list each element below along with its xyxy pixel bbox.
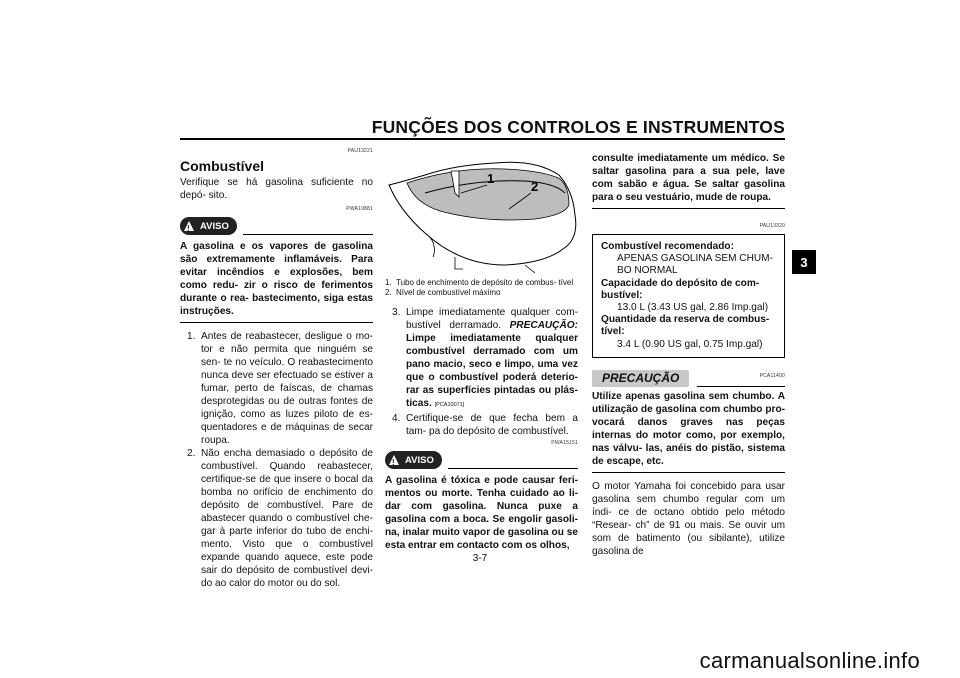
caution-inline-text: Limpe imediatamente qualquer combustível derramado com um pano macio, seco e limpo, uma vez que o combustível poderá deterio- rar as superfícies pintadas ou plás- ticas. <box>406 333 578 409</box>
page-header-title: FUNÇÕES DOS CONTROLOS E INSTRUMENTOS <box>371 117 785 137</box>
fuel-tank-illustration <box>385 153 578 278</box>
watermark: carmanualsonline.info <box>699 648 920 673</box>
steps-list <box>180 330 373 590</box>
step-number: 4. <box>392 413 401 424</box>
warning-label: AVISO <box>405 454 434 466</box>
page-number: 3-7 <box>472 553 488 564</box>
caption-item <box>385 288 578 298</box>
warning-label: AVISO <box>200 220 229 232</box>
warning-rule <box>448 468 578 469</box>
warning-code: PWA15151 <box>551 440 578 446</box>
warning-text: A gasolina e os vapores de gasolina são extremamente inflamáveis. Para evitar incêndios e explosões, bem como redu- zir o risco de ferimentos durante o rea- bastecimento, siga estas instruções. <box>180 241 373 317</box>
list-item <box>180 330 373 447</box>
caption-text: Tubo de enchimento de depósito de combus- tível <box>396 278 574 287</box>
warning-header <box>385 451 578 469</box>
warning-text: A gasolina é tóxica e pode causar feri- mentos ou morte. Tenha cuidado ao li- dar com gasolina. Nunca puxe a gasolina com a boca. Se engolir gasoli- na, inalar muito vapor de gasolina ou se esta entrar em contacto com os olhos, <box>385 475 578 551</box>
list-item <box>385 412 578 438</box>
spec-tank-value: 13.0 L (3.43 US gal, 2.86 Imp.gal) <box>617 302 769 314</box>
steps-list-continued <box>385 306 578 438</box>
figure-label-2: 2 <box>531 179 539 194</box>
warning-triangle-icon <box>184 221 194 231</box>
step-text: Não encha demasiado o depósito de combustível. Quando reabastecer, certifique-se de que insere o bocal da bomba no orifício de enchimento do depósito de combustível. Pare de abastecer quando o combustível che- gar à parte inferior do tubo de enchi- mento. Visto que o combustível expande quando aquece, este pode sair do depósito de combustível devi- do ao calor do motor ou do sol. <box>201 448 373 589</box>
caption-number: 2. <box>385 288 392 297</box>
section-title: Combustível <box>180 158 265 174</box>
warning-end-rule <box>592 208 785 209</box>
caution-end-rule <box>592 472 785 473</box>
caution-rule <box>697 386 785 387</box>
warning-badge <box>385 451 442 469</box>
section-code: PAU13320 <box>759 223 785 229</box>
fuel-spec-box <box>592 234 785 358</box>
step-number: 2. <box>187 448 196 459</box>
warning-header <box>180 217 373 235</box>
figure-label-1: 1 <box>487 171 495 186</box>
caution-inline-code: [PCA10071] <box>434 402 465 408</box>
warning-end-rule <box>180 322 373 323</box>
step-number: 3. <box>392 307 401 318</box>
header-rule <box>180 138 785 140</box>
spec-fuel-value: APENAS GASOLINA SEM CHUM- BO NORMAL <box>617 253 773 277</box>
caution-inline-label: PRECAUÇÃO: <box>509 320 578 331</box>
caption-number: 1. <box>385 278 392 287</box>
body-text: O motor Yamaha foi concebido para usar gasolina sem chumbo regular com um índi- ce de octano obtido pelo método “Resear- ch” de 91 ou mais. Se ouvir um som de batimento (ou sibilante), utilize gasolina de <box>592 480 785 557</box>
step-text: Antes de reabastecer, desligue o mo- tor e não permita que ninguém se sen- te no veículo. O reabastecimento nunca deve ser efectuado se estiver a fumar, perto de faíscas, de chamas desprotegidas ou de outras fontes de ignição, como as luzes piloto de es- quentadores e de máquinas de secar roupa. <box>201 331 373 446</box>
caution-text: Utilize apenas gasolina sem chumbo. A utilização de gasolina com chumbo pro- vocará danos graves nas peças internas do motor como, por exemplo, nas válvu- las, anéis do pistão, sistema de escape, etc. <box>592 390 785 467</box>
caution-badge: PRECAUÇÃO <box>592 370 689 387</box>
step-text: Limpe imediatamente qualquer com- bustível derramado. <box>406 307 578 331</box>
warning-badge <box>180 217 237 235</box>
column-right <box>592 148 785 558</box>
caption-item <box>385 278 578 288</box>
intro-text: Verifique se há gasolina suficiente no depó- sito. <box>180 177 373 201</box>
spec-tank-label: Capacidade do depósito de com- bustível: <box>601 277 760 301</box>
spec-reserve-value: 3.4 L (0.90 US gal, 0.75 Imp.gal) <box>617 338 763 350</box>
warning-text-continued: consulte imediatamente um médico. Se saltar gasolina para a sua pele, lave com sabão e água. Se saltar gasolina para o seu vestuário, mude de roupa. <box>592 153 785 203</box>
figure-captions <box>385 278 578 298</box>
list-item <box>385 306 578 412</box>
caution-code: PCA11400 <box>759 372 785 379</box>
chapter-tab: 3 <box>792 250 816 274</box>
warning-triangle-icon <box>389 455 399 465</box>
spec-reserve-label: Quantidade da reserva de combus- tível: <box>601 314 770 338</box>
spec-fuel-label: Combustível recomendado: <box>601 241 734 252</box>
step-text: Certifique-se de que fecha bem a tam- pa do depósito de combustível. <box>406 413 578 437</box>
fuel-tank-figure <box>385 153 578 278</box>
caption-text: Nível de combustível máximo <box>396 288 501 297</box>
warning-code: PWA10881 <box>346 206 373 212</box>
section-code: PAU13221 <box>347 148 373 154</box>
step-number: 1. <box>187 331 196 342</box>
column-left <box>180 148 373 590</box>
column-middle <box>385 148 578 552</box>
list-item <box>180 447 373 590</box>
warning-rule <box>243 234 373 235</box>
